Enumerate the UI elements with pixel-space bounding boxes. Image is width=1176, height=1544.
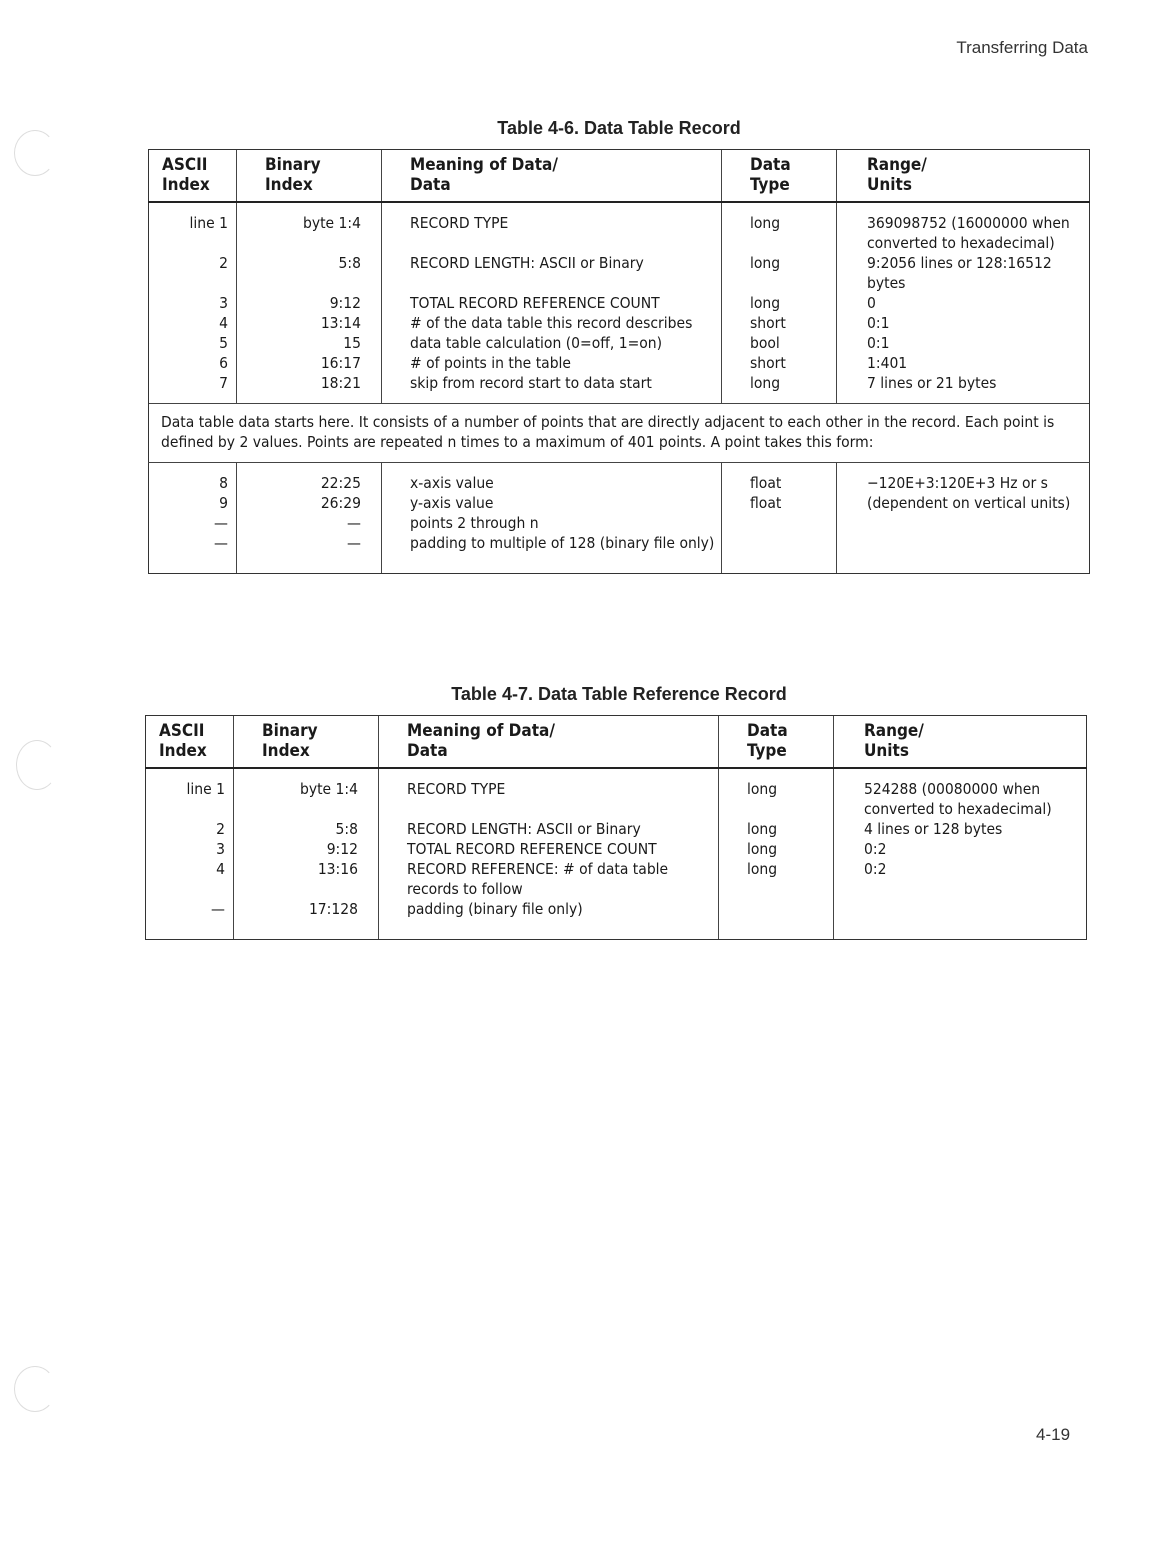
cell-meaning: RECORD LENGTH: ASCII or Binary (382, 253, 722, 293)
table-header-row (146, 716, 1087, 769)
cell-binary: 5:8 (237, 253, 382, 293)
table-row (149, 333, 1090, 353)
cell-meaning: skip from record start to data start (382, 373, 722, 404)
cell-range: 4 lines or 128 bytes (834, 819, 1087, 839)
table-row (146, 899, 1087, 940)
cell-type: short (722, 353, 837, 373)
table-row (149, 463, 1090, 494)
cell-type: float (722, 463, 837, 494)
table-row (149, 493, 1090, 513)
cell-meaning: # of the data table this record describes (382, 313, 722, 333)
table-row (149, 313, 1090, 333)
cell-ascii: — (146, 899, 234, 940)
table-row (149, 253, 1090, 293)
data-table-reference-record (145, 715, 1087, 940)
cell-ascii: 2 (149, 253, 237, 293)
cell-binary: 17:128 (234, 899, 379, 940)
cell-type: long (722, 293, 837, 313)
cell-range: 7 lines or 21 bytes (837, 373, 1090, 404)
table-row (149, 513, 1090, 533)
table-row (146, 819, 1087, 839)
cell-range: −120E+3:120E+3 Hz or s (837, 463, 1090, 494)
cell-type: long (719, 839, 834, 859)
cell-binary: — (237, 513, 382, 533)
cell-type (719, 899, 834, 940)
cell-range: 369098752 (16000000 when converted to hexadecimal) (837, 202, 1090, 253)
cell-range (834, 899, 1087, 940)
cell-meaning: RECORD REFERENCE: # of data table records to follow (379, 859, 719, 899)
header-meaning: Meaning of Data/ Data (379, 716, 719, 769)
cell-type (722, 533, 837, 574)
header-binary-index: Binary Index (237, 150, 382, 203)
table-row (146, 768, 1087, 819)
cell-type: long (722, 253, 837, 293)
header-data-type: Data Type (722, 150, 837, 203)
cell-range: 0:2 (834, 839, 1087, 859)
table-row (149, 202, 1090, 253)
cell-ascii: line 1 (149, 202, 237, 253)
data-table-note-row (149, 404, 1090, 463)
header-binary-index: Binary Index (234, 716, 379, 769)
header-range-units: Range/ Units (834, 716, 1087, 769)
cell-binary: 13:14 (237, 313, 382, 333)
table-4-6-caption: Table 4-6. Data Table Record (497, 118, 741, 138)
data-table-note: Data table data starts here. It consists of a number of points that are directly adjacent to each other in the record. Each point is defined by 2 values. Points are repeated n times to a maximum of 401 points. A point takes this form: (149, 404, 1090, 463)
cell-ascii: 8 (149, 463, 237, 494)
cell-binary: 15 (237, 333, 382, 353)
cell-binary: — (237, 533, 382, 574)
cell-binary: 5:8 (234, 819, 379, 839)
cell-range: (dependent on vertical units) (837, 493, 1090, 513)
cell-ascii: — (149, 533, 237, 574)
table-row (149, 293, 1090, 313)
cell-meaning: data table calculation (0=off, 1=on) (382, 333, 722, 353)
data-table-record (148, 149, 1090, 574)
table-row (146, 839, 1087, 859)
cell-type: long (722, 373, 837, 404)
cell-meaning: RECORD TYPE (379, 768, 719, 819)
cell-ascii: line 1 (146, 768, 234, 819)
header-meaning: Meaning of Data/ Data (382, 150, 722, 203)
scan-hole-mark (16, 740, 58, 790)
header-ascii-index: ASCII Index (149, 150, 237, 203)
cell-meaning: points 2 through n (382, 513, 722, 533)
table-row (149, 373, 1090, 404)
cell-meaning: padding (binary file only) (379, 899, 719, 940)
table-row (146, 859, 1087, 899)
cell-type: long (719, 859, 834, 899)
cell-range: 0:1 (837, 333, 1090, 353)
header-ascii-index: ASCII Index (146, 716, 234, 769)
cell-binary: 26:29 (237, 493, 382, 513)
table-row (149, 533, 1090, 574)
cell-type: short (722, 313, 837, 333)
cell-ascii: 7 (149, 373, 237, 404)
cell-meaning: TOTAL RECORD REFERENCE COUNT (382, 293, 722, 313)
cell-meaning: x-axis value (382, 463, 722, 494)
cell-meaning: RECORD LENGTH: ASCII or Binary (379, 819, 719, 839)
cell-type: bool (722, 333, 837, 353)
cell-range (837, 513, 1090, 533)
running-head: Transferring Data (956, 38, 1088, 57)
cell-ascii: 4 (149, 313, 237, 333)
cell-ascii: 3 (146, 839, 234, 859)
page-number: 4-19 (1036, 1425, 1071, 1444)
cell-type: long (719, 819, 834, 839)
cell-binary: 22:25 (237, 463, 382, 494)
cell-binary: 9:12 (234, 839, 379, 859)
table-4-7-caption: Table 4-7. Data Table Reference Record (451, 684, 787, 704)
scan-hole-mark (14, 130, 56, 176)
table-row (149, 353, 1090, 373)
cell-range (837, 533, 1090, 574)
scan-hole-mark (14, 1366, 56, 1412)
cell-range: 1:401 (837, 353, 1090, 373)
cell-binary: 9:12 (237, 293, 382, 313)
header-range-units: Range/ Units (837, 150, 1090, 203)
cell-range: 9:2056 lines or 128:16512 bytes (837, 253, 1090, 293)
cell-range: 0:2 (834, 859, 1087, 899)
cell-type (722, 513, 837, 533)
cell-type: long (719, 768, 834, 819)
cell-ascii: 5 (149, 333, 237, 353)
header-data-type: Data Type (719, 716, 834, 769)
cell-ascii: 4 (146, 859, 234, 899)
cell-binary: byte 1:4 (237, 202, 382, 253)
cell-meaning: TOTAL RECORD REFERENCE COUNT (379, 839, 719, 859)
cell-ascii: 6 (149, 353, 237, 373)
cell-ascii: 2 (146, 819, 234, 839)
cell-ascii: — (149, 513, 237, 533)
cell-binary: 16:17 (237, 353, 382, 373)
cell-ascii: 3 (149, 293, 237, 313)
cell-meaning: padding to multiple of 128 (binary file only) (382, 533, 722, 574)
cell-binary: 13:16 (234, 859, 379, 899)
cell-type: float (722, 493, 837, 513)
cell-meaning: # of points in the table (382, 353, 722, 373)
cell-meaning: y-axis value (382, 493, 722, 513)
cell-binary: 18:21 (237, 373, 382, 404)
cell-range: 524288 (00080000 when converted to hexadecimal) (834, 768, 1087, 819)
cell-type: long (722, 202, 837, 253)
cell-binary: byte 1:4 (234, 768, 379, 819)
cell-range: 0:1 (837, 313, 1090, 333)
cell-range: 0 (837, 293, 1090, 313)
table-header-row (149, 150, 1090, 203)
cell-ascii: 9 (149, 493, 237, 513)
cell-meaning: RECORD TYPE (382, 202, 722, 253)
